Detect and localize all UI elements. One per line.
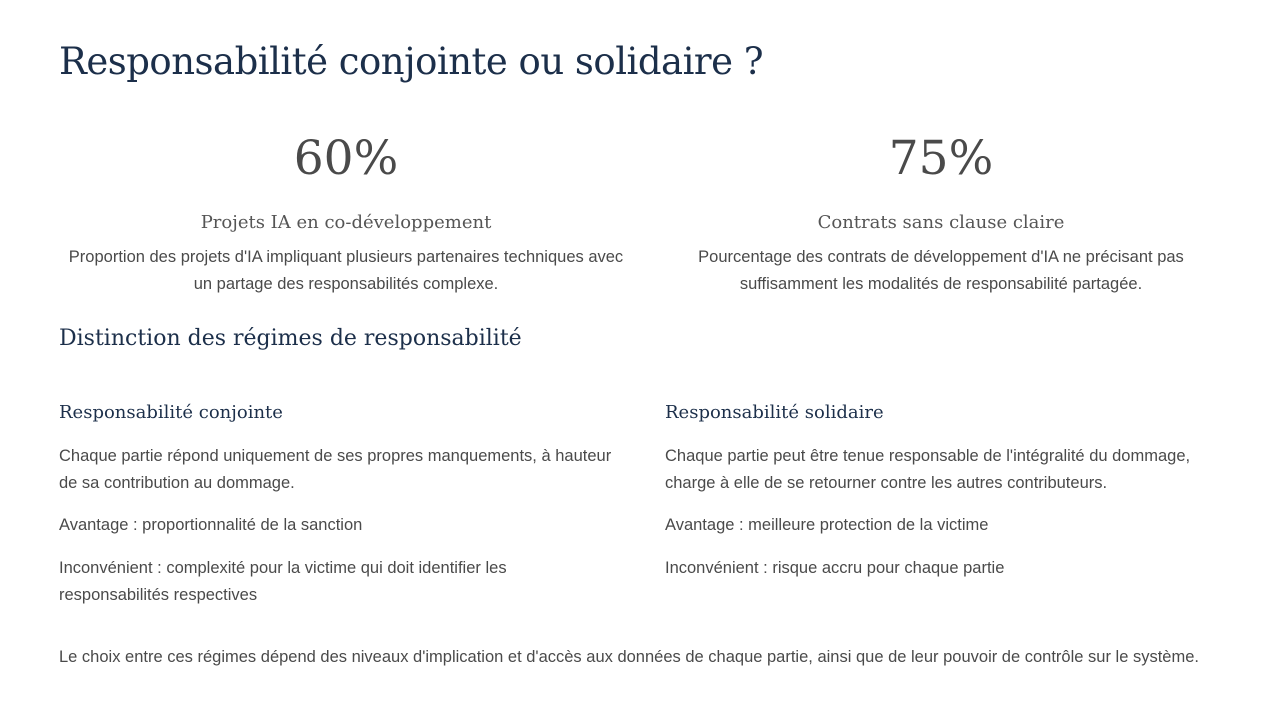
stat-label: Projets IA en co-développement: [200, 212, 492, 233]
column-advantage: Avantage : proportionnalité de la sanction: [59, 516, 363, 534]
page-title: Responsabilité conjointe ou solidaire ?: [59, 40, 764, 83]
stat-description: Proportion des projets d'IA impliquant plusieurs partenaires techniques avec un partage des responsabilités complexe.: [68, 248, 624, 293]
column-description: Chaque partie peut être tenue responsable de l'intégralité du dommage, charge à elle de se retourner contre les autres contributeurs.: [665, 447, 1191, 492]
column-heading: Responsabilité conjointe: [59, 402, 283, 423]
stat-card-contracts: [681, 128, 1201, 298]
stat-label: Contrats sans clause claire: [817, 212, 1065, 233]
column-joint-liability: [59, 400, 619, 609]
stat-description: Pourcentage des contrats de développement d'IA ne précisant pas suffisamment les modalités de responsabilité partagée.: [698, 248, 1184, 293]
stat-value: 75%: [888, 131, 994, 186]
column-description: Chaque partie répond uniquement de ses propres manquements, à hauteur de sa contribution au dommage.: [59, 447, 612, 492]
section-heading: Distinction des régimes de responsabilité: [59, 326, 522, 351]
stat-value: 60%: [293, 131, 399, 186]
footer-note: Le choix entre ces régimes dépend des niveaux d'implication et d'accès aux données de chaque partie, ainsi que de leur pouvoir de contrôle sur le système.: [59, 648, 1199, 666]
column-heading: Responsabilité solidaire: [665, 402, 884, 423]
stat-card-co-development: [59, 128, 633, 298]
column-drawback: Inconvénient : risque accru pour chaque partie: [665, 559, 1005, 577]
column-several-liability: [665, 400, 1205, 582]
stats-row: [59, 128, 1209, 308]
column-drawback: Inconvénient : complexité pour la victime qui doit identifier les responsabilités respectives: [59, 559, 507, 604]
column-advantage: Avantage : meilleure protection de la victime: [665, 516, 989, 534]
